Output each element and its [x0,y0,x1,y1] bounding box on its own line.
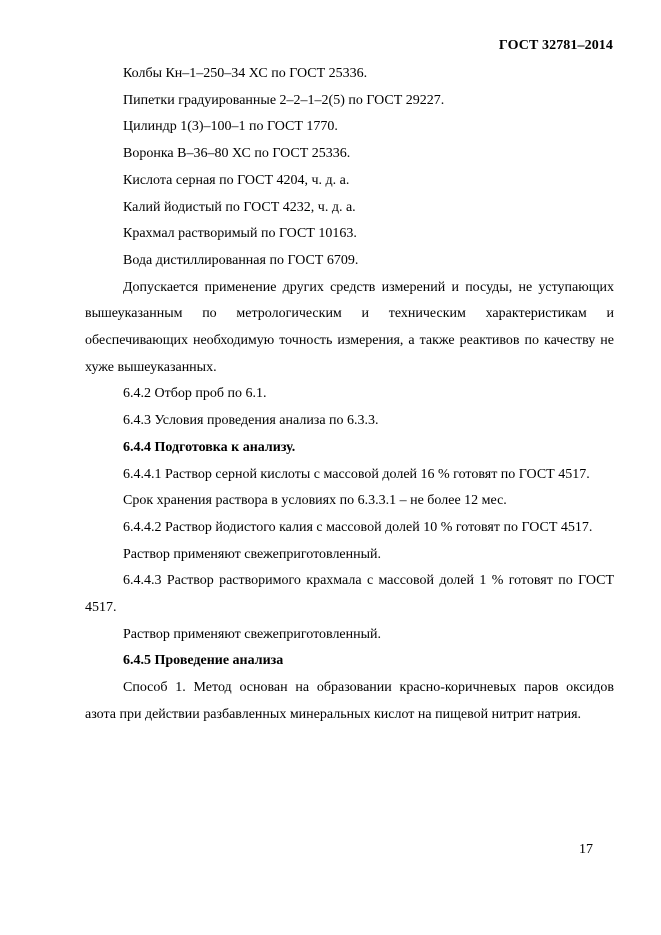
paragraph-substitution-allowed: Допускается применение других средств измерений и посуды, не уступающих вышеуказанным по метрологическим и техническим характеристикам и обеспечивающих необходимую точность измерения, а также реактивов по качеству не хуже вышеуказанных. [85,279,614,375]
section-6-4-4-2: 6.4.4.2 Раствор йодистого калия с массовой долей 10 % готовят по ГОСТ 4517. [123,519,593,535]
section-heading-6-4-4: 6.4.4 Подготовка к анализу. [123,439,296,455]
method-1-paragraph: Способ 1. Метод основан на образовании красно-коричневых паров оксидов азота при действии разбавленных минеральных кислот на пищевой нитрит натрия. [85,680,614,722]
reagent-item-starch: Крахмал растворимый по ГОСТ 10163. [123,226,357,242]
equipment-item-pipettes: Пипетки градуированные 2–2–1–2(5) по ГОСТ 29227. [123,92,445,108]
reagent-item-distilled-water: Вода дистиллированная по ГОСТ 6709. [123,252,359,268]
fresh-solution-note-1: Раствор применяют свежеприготовленный. [123,546,382,562]
section-6-4-3: 6.4.3 Условия проведения анализа по 6.3.3. [123,413,379,429]
section-6-4-4-3: 6.4.4.3 Раствор растворимого крахмала с массовой долей 1 % готовят по ГОСТ 4517. [85,573,614,616]
reagent-item-potassium-iodide: Калий йодистый по ГОСТ 4232, ч. д. а. [123,199,356,215]
page-body [85,61,614,729]
equipment-item-funnel: Воронка В–36–80 ХС по ГОСТ 25336. [123,146,351,162]
equipment-item-cylinder: Цилиндр 1(3)–100–1 по ГОСТ 1770. [123,119,338,135]
storage-term-note: Срок хранения раствора в условиях по 6.3.3.1 – не более 12 мес. [123,493,507,509]
document-header: ГОСТ 32781–2014 [498,38,613,53]
page-number: 17 [579,842,593,857]
section-6-4-4-1: 6.4.4.1 Раствор серной кислоты с массовой долей 16 % готовят по ГОСТ 4517. [123,466,590,482]
section-heading-6-4-5: 6.4.5 Проведение анализа [123,653,284,669]
equipment-item-flasks: Колбы Кн–1–250–34 ХС по ГОСТ 25336. [123,66,368,81]
fresh-solution-note-2: Раствор применяют свежеприготовленный. [123,626,382,642]
section-6-4-2: 6.4.2 Отбор проб по 6.1. [123,386,267,402]
reagent-item-sulfuric-acid: Кислота серная по ГОСТ 4204, ч. д. а. [123,172,350,188]
